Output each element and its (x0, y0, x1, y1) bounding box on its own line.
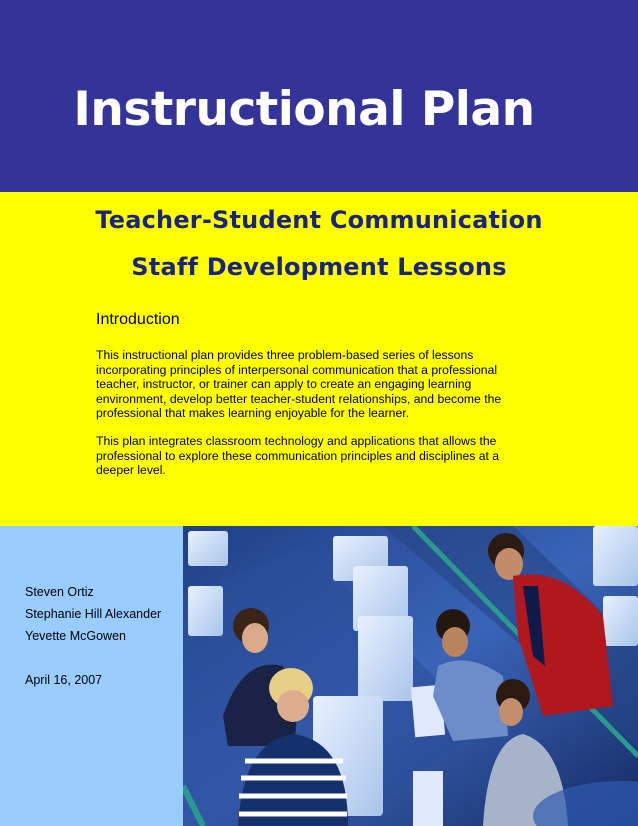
introduction-heading: Introduction (96, 311, 180, 328)
subtitle-line-2: Staff Development Lessons (131, 253, 507, 281)
author-name: Stephanie Hill Alexander (25, 607, 162, 621)
introduction-paragraph-1: This instructional plan provides three problem-based series of lessons incorporating principles of interpersonal communication that a professional teacher, instructor, or trainer can apply to create an engaging learning environment, develop better teacher-student relationships, and become the professional that makes learning enjoyable for the learner. (96, 348, 502, 420)
author-name: Yevette McGowen (25, 629, 126, 643)
introduction-paragraph-2: This plan integrates classroom technology and applications that allows the professional to explore these communication principles and disciplines at a deeper level. (96, 434, 500, 477)
author-name: Steven Ortiz (25, 585, 94, 599)
publication-date: April 16, 2007 (25, 673, 103, 687)
document-title: Instructional Plan (73, 82, 535, 137)
classroom-photo (183, 526, 638, 826)
subtitle-line-1: Teacher-Student Communication (95, 206, 543, 234)
